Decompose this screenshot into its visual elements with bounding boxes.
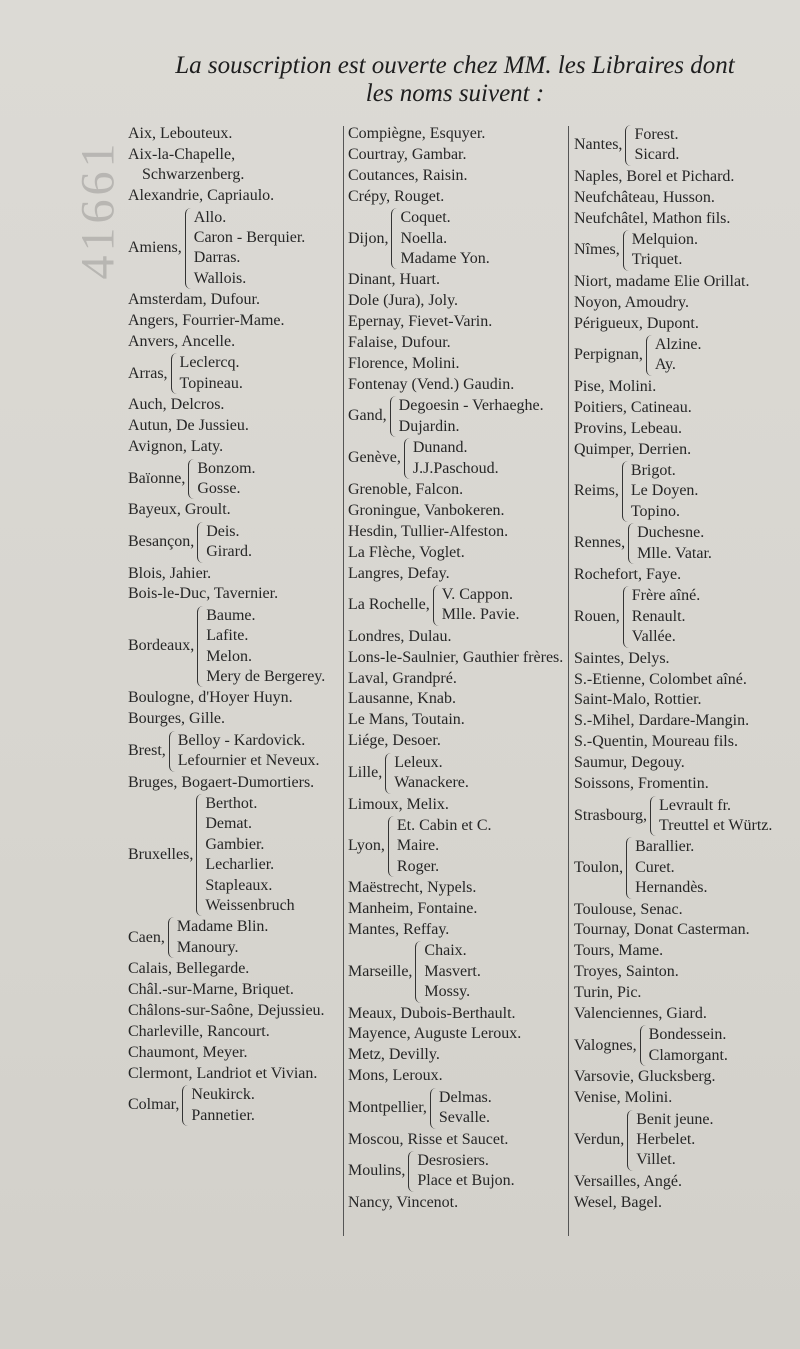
brace-icon	[388, 816, 394, 877]
city-name: Bruxelles,	[128, 846, 194, 864]
bookseller-names	[632, 230, 698, 271]
city-name: Perpignan,	[574, 346, 643, 364]
bookseller-entry: Fontenay (Vend.) Gaudin.	[348, 375, 515, 393]
bookseller-name: Delmas.	[438, 1088, 492, 1106]
bookseller-entry: Chaumont, Meyer.	[128, 1043, 248, 1061]
bookseller-names	[417, 1151, 514, 1192]
bookseller-name: Girard.	[206, 543, 252, 561]
bookseller-name: Melquion.	[631, 231, 698, 249]
bookseller-name: Madame Yon.	[400, 249, 490, 267]
bookseller-name: Mlle. Pavie.	[441, 606, 520, 624]
bookseller-entry: Autun, De Jussieu.	[128, 417, 249, 435]
bookseller-entry: Châl.-sur-Marne, Briquet.	[128, 981, 294, 999]
bookseller-group	[128, 522, 340, 563]
bookseller-name: Noella.	[400, 229, 448, 247]
city-name: Baïonne,	[128, 469, 186, 487]
brace-icon	[623, 230, 629, 271]
city-name: Besançon,	[128, 532, 195, 550]
bookseller-names	[191, 1085, 255, 1126]
column-divider	[343, 126, 344, 1236]
bookseller-entry: Compiègne, Esquyer.	[348, 125, 486, 142]
bookseller-names	[205, 794, 294, 916]
city-name: Colmar,	[128, 1096, 180, 1114]
bookseller-name: Villet.	[636, 1151, 676, 1169]
bookseller-group	[574, 523, 794, 564]
brace-icon	[404, 438, 410, 479]
bookseller-names	[439, 1088, 492, 1129]
bookseller-entry: Auch, Delcros.	[128, 396, 225, 414]
bookseller-name: Hernandès.	[635, 879, 708, 897]
city-name: Lyon,	[348, 837, 385, 855]
bookseller-name: Frère aîné.	[631, 587, 701, 605]
bookseller-entry: Varsovie, Glucksberg.	[574, 1068, 716, 1086]
city-name: Gand,	[348, 407, 387, 425]
bookseller-name: Baume.	[206, 606, 256, 624]
brace-icon	[646, 335, 652, 376]
bookseller-group	[574, 1110, 794, 1171]
brace-icon	[640, 1025, 646, 1066]
bookseller-entry: Neufchâtel, Mathon fils.	[574, 209, 731, 227]
bookseller-entry: Dole (Jura), Joly.	[348, 292, 459, 310]
city-name: La Rochelle,	[348, 596, 430, 614]
bookseller-entry: Liége, Desoer.	[348, 732, 441, 750]
bookseller-name: Barallier.	[635, 838, 695, 856]
bookseller-name: Berthot.	[205, 795, 258, 812]
bookseller-entry: Troyes, Sainton.	[574, 963, 679, 981]
bookseller-entry: Provins, Lebeau.	[574, 419, 682, 437]
bookseller-name: Roger.	[396, 857, 440, 875]
bookseller-name: Leleux.	[394, 753, 443, 771]
bookseller-name: Leclercq.	[179, 354, 240, 372]
brace-icon	[182, 1085, 188, 1126]
bookseller-entry: Aix-la-Chapelle, Schwarzenberg.	[128, 145, 245, 184]
bookseller-name: Gambier.	[205, 835, 265, 853]
bookseller-name: Benit jeune.	[636, 1110, 714, 1128]
bookseller-names	[206, 606, 325, 688]
bookseller-entry: Bois-le-Duc, Tavernier.	[128, 585, 279, 603]
bookseller-name: Lefournier et Neveux.	[177, 752, 320, 770]
brace-icon	[196, 794, 202, 916]
brace-icon	[169, 731, 175, 772]
bookseller-name: Ay.	[654, 356, 676, 374]
city-name: Genève,	[348, 449, 401, 467]
bookseller-name: Renault.	[631, 607, 686, 625]
bookseller-group	[348, 1088, 570, 1129]
bookseller-name: Herbelet.	[636, 1131, 696, 1148]
bookseller-entry: Versailles, Angé.	[574, 1172, 682, 1190]
bookseller-entry: Moscou, Risse et Saucet.	[348, 1130, 509, 1148]
bookseller-name: Allo.	[193, 208, 227, 226]
bookseller-name: Levrault fr.	[659, 796, 732, 814]
bookseller-name: Darras.	[193, 249, 241, 267]
bookseller-group	[574, 125, 794, 166]
bookseller-names	[424, 941, 480, 1002]
bookseller-name: Masvert.	[424, 962, 481, 980]
bookseller-name: Dujardin.	[398, 417, 460, 435]
bookseller-name: Alzine.	[654, 336, 702, 354]
bookseller-entry: Saumur, Degouy.	[574, 754, 685, 772]
city-name: Rennes,	[574, 534, 626, 552]
bookseller-entry: Nancy, Vincenot.	[348, 1193, 459, 1211]
bookseller-entry: Tournay, Donat Casterman.	[574, 921, 750, 939]
bookseller-entry: Angers, Fourrier-Mame.	[128, 312, 285, 330]
city-name: Reims,	[574, 482, 619, 500]
bookseller-names	[399, 396, 544, 437]
bookseller-entry: Neufchâteau, Husson.	[574, 188, 715, 206]
city-name: Arras,	[128, 364, 168, 382]
bookseller-entry: Grenoble, Falcon.	[348, 480, 464, 498]
bookseller-group	[348, 1151, 570, 1192]
bookseller-group	[574, 586, 794, 647]
bookseller-group	[348, 585, 570, 626]
city-name: Nantes,	[574, 136, 623, 154]
bookseller-entry: Courtray, Gambar.	[348, 145, 467, 163]
city-name: Toulon,	[574, 858, 624, 876]
bookseller-names	[631, 461, 699, 522]
bookseller-entry: Naples, Borel et Pichard.	[574, 167, 735, 185]
brace-icon	[433, 585, 439, 626]
bookseller-entry: Wesel, Bagel.	[574, 1193, 663, 1211]
bookseller-name: Curet.	[635, 858, 675, 876]
city-name: Strasbourg,	[574, 806, 648, 824]
bookseller-entry: Châlons-sur-Saône, Dejussieu.	[128, 1002, 325, 1020]
city-name: Amiens,	[128, 239, 182, 257]
bookseller-name: Place et Bujon.	[417, 1172, 515, 1190]
bookseller-entry: Lons-le-Saulnier, Gauthier frères.	[348, 648, 564, 666]
bookseller-entry: Coutances, Raisin.	[348, 166, 468, 184]
bookseller-names	[636, 1110, 713, 1171]
brace-icon	[415, 941, 421, 1002]
bookseller-name: Wanackere.	[394, 774, 469, 792]
bookseller-name: Mery de Bergerey.	[206, 668, 326, 686]
bookseller-name: V. Cappon.	[441, 585, 514, 603]
bookseller-name: Brigot.	[630, 462, 676, 479]
bookseller-entry: Venise, Molini.	[574, 1089, 673, 1107]
bookseller-group	[128, 794, 340, 916]
bookseller-entry: Lausanne, Knab.	[348, 690, 456, 708]
column-3	[574, 124, 794, 1214]
bookseller-name: Topino.	[630, 502, 680, 520]
bookseller-entry: Bourges, Gille.	[128, 710, 226, 728]
bookseller-names	[206, 522, 252, 563]
bookseller-group	[574, 335, 794, 376]
bookseller-group	[574, 461, 794, 522]
heading-line-2: les noms suivent :	[365, 80, 545, 107]
bookseller-entry: Charleville, Rancourt.	[128, 1022, 270, 1040]
city-name: Montpellier,	[348, 1098, 427, 1116]
bookseller-entry: Metz, Devilly.	[348, 1046, 440, 1064]
bookseller-entry: Blois, Jahier.	[128, 564, 212, 582]
bookseller-entry: La Flèche, Voglet.	[348, 543, 465, 561]
brace-icon	[622, 461, 628, 522]
page-heading	[120, 52, 790, 108]
city-name: Brest,	[128, 741, 166, 759]
bookseller-entry: Dinant, Huart.	[348, 271, 440, 289]
brace-icon	[628, 523, 634, 564]
bookseller-entry: Florence, Molini.	[348, 354, 460, 372]
bookseller-name: Belloy - Kardovick.	[177, 731, 306, 749]
bookseller-name: Sicard.	[634, 146, 680, 164]
bookseller-name: Le Doyen.	[630, 482, 699, 500]
bookseller-names	[413, 438, 499, 479]
bookseller-name: Et. Cabin et C.	[396, 816, 492, 834]
bookseller-entry: Bruges, Bogaert-Dumortiers.	[128, 773, 315, 791]
bookseller-entry: Périgueux, Dupont.	[574, 314, 699, 332]
bookseller-group	[128, 917, 340, 958]
brace-icon	[626, 837, 632, 898]
city-name: Lille,	[348, 763, 383, 781]
brace-icon	[171, 353, 177, 394]
column-divider	[568, 126, 569, 1236]
bookseller-name: Demat.	[205, 815, 252, 833]
bookseller-group	[128, 208, 340, 290]
bookseller-group	[574, 796, 794, 837]
bookseller-entry: S.-Etienne, Colombet aîné.	[574, 670, 747, 688]
bookseller-entry: Mons, Leroux.	[348, 1067, 443, 1085]
bookseller-entry: Noyon, Amoudry.	[574, 293, 689, 311]
bookseller-entry: Boulogne, d'Hoyer Huyn.	[128, 689, 293, 707]
bookseller-name: Chaix.	[424, 942, 467, 960]
bookseller-group	[574, 837, 794, 898]
bookseller-name: Weissenbruch	[205, 897, 295, 915]
city-name: Verdun,	[574, 1131, 625, 1148]
bookseller-group	[574, 230, 794, 271]
bookseller-entry: Saint-Malo, Rottier.	[574, 691, 702, 709]
bookseller-entry: Mantes, Reffay.	[348, 920, 450, 938]
bookseller-group	[348, 438, 570, 479]
column-1	[128, 124, 340, 1127]
bookseller-entry: Manheim, Fontaine.	[348, 900, 478, 918]
bookseller-names	[632, 586, 700, 647]
brace-icon	[627, 1110, 633, 1171]
bookseller-entry: Langres, Defay.	[348, 564, 450, 582]
bookseller-entry: Valenciennes, Giard.	[574, 1005, 707, 1023]
column-2	[348, 124, 570, 1214]
bookseller-entry: Crépy, Rouget.	[348, 187, 445, 205]
bookseller-name: Forest.	[634, 126, 679, 143]
bookseller-names	[197, 459, 255, 500]
bookseller-group	[348, 816, 570, 877]
bookseller-group	[574, 1025, 794, 1066]
brace-icon	[625, 125, 631, 166]
bookseller-group	[128, 731, 340, 772]
bookseller-names	[635, 837, 707, 898]
brace-icon	[408, 1151, 414, 1192]
bookseller-group	[348, 753, 570, 794]
bookseller-name: Mossy.	[424, 983, 471, 1001]
bookseller-names	[394, 753, 469, 794]
bookseller-names	[194, 208, 306, 290]
bookseller-entry: S.-Mihel, Dardare-Mangin.	[574, 712, 750, 730]
bookseller-entry: Tours, Mame.	[574, 942, 664, 960]
city-name: Moulins,	[348, 1162, 406, 1180]
brace-icon	[197, 522, 203, 563]
bookseller-entry: Groningue, Vanbokeren.	[348, 501, 505, 519]
brace-icon	[197, 606, 203, 688]
bookseller-entry: Pise, Molini.	[574, 377, 657, 395]
bookseller-group	[128, 606, 340, 688]
bookseller-entry: Poitiers, Catineau.	[574, 398, 692, 416]
bookseller-entry: Niort, madame Elie Orillat.	[574, 272, 750, 290]
brace-icon	[185, 208, 191, 290]
bookseller-names	[178, 731, 320, 772]
bookseller-name: Vallée.	[631, 628, 676, 646]
bookseller-entry: Calais, Bellegarde.	[128, 960, 250, 978]
bookseller-entry: Alexandrie, Capriaulo.	[128, 187, 275, 205]
bookseller-name: Caron - Berquier.	[193, 229, 306, 247]
brace-icon	[168, 917, 174, 958]
brace-icon	[623, 586, 629, 647]
city-name: Marseille,	[348, 962, 413, 980]
bookseller-names	[180, 353, 243, 394]
bookseller-entry: Falaise, Dufour.	[348, 334, 451, 352]
bookseller-entry: Toulouse, Senac.	[574, 900, 683, 918]
brace-icon	[430, 1088, 436, 1129]
bookseller-name: Bonzom.	[197, 459, 256, 477]
bookseller-names	[634, 125, 679, 166]
bookseller-name: Treuttel et Würtz.	[659, 816, 773, 834]
bookseller-entry: Anvers, Ancelle.	[128, 333, 236, 351]
bookseller-name: Stapleaux.	[205, 876, 273, 894]
bookseller-entry: Avignon, Laty.	[128, 438, 224, 456]
bookseller-name: Triquet.	[631, 251, 683, 269]
brace-icon	[188, 459, 194, 500]
bookseller-names	[397, 816, 492, 877]
bookseller-entry: S.-Quentin, Moureau fils.	[574, 733, 738, 751]
bookseller-name: J.J.Paschoud.	[412, 459, 499, 477]
bookseller-entry: Rochefort, Faye.	[574, 566, 682, 584]
bookseller-entry: Clermont, Landriot et Vivian.	[128, 1064, 318, 1082]
brace-icon	[391, 208, 397, 269]
bookseller-entry: Quimper, Derrien.	[574, 440, 692, 458]
bookseller-entry: Mayence, Auguste Leroux.	[348, 1025, 522, 1043]
brace-icon	[385, 753, 391, 794]
bookseller-entry: Le Mans, Toutain.	[348, 711, 465, 729]
city-name: Bordeaux,	[128, 637, 195, 655]
bookseller-entry: Epernay, Fievet-Varin.	[348, 313, 493, 331]
bookseller-group	[128, 1085, 340, 1126]
bookseller-entry: Laval, Grandpré.	[348, 669, 457, 687]
bookseller-entry: Amsterdam, Dufour.	[128, 291, 260, 309]
city-name: Nîmes,	[574, 241, 620, 259]
bookseller-group	[128, 353, 340, 394]
bookseller-entry: Aix, Lebouteux.	[128, 125, 233, 142]
bookseller-name: Mlle. Vatar.	[637, 544, 712, 562]
bookseller-group	[348, 208, 570, 269]
bookseller-name: Duchesne.	[637, 524, 705, 542]
bookseller-group	[128, 459, 340, 500]
bookseller-entry: Meaux, Dubois-Berthault.	[348, 1004, 516, 1022]
bookseller-names	[177, 917, 269, 958]
bookseller-name: Lafite.	[206, 627, 249, 645]
bookseller-names	[659, 796, 772, 837]
bookseller-name: Manoury.	[176, 938, 239, 956]
city-name: Rouen,	[574, 607, 620, 625]
bookseller-name: Sevalle.	[438, 1109, 490, 1127]
bookseller-entry: Saintes, Delys.	[574, 649, 670, 667]
city-name: Valognes,	[574, 1036, 637, 1054]
bookseller-name: Topineau.	[179, 374, 243, 392]
bookseller-name: Dunand.	[412, 439, 468, 457]
bookseller-name: Lecharlier.	[205, 856, 275, 874]
bookseller-entry: Londres, Dulau.	[348, 627, 452, 645]
bookseller-names	[649, 1025, 728, 1066]
bookseller-entry: Turin, Pic.	[574, 984, 642, 1002]
library-stamp: 41661	[71, 139, 125, 280]
bookseller-entry: Bayeux, Groult.	[128, 501, 231, 519]
bookseller-name: Wallois.	[193, 269, 247, 287]
heading-line-1: La souscription est ouverte chez MM. les Libraires dont	[175, 52, 735, 79]
bookseller-group	[348, 941, 570, 1002]
brace-icon	[390, 396, 396, 437]
bookseller-name: Melon.	[206, 647, 252, 665]
bookseller-group	[348, 396, 570, 437]
bookseller-name: Gosse.	[197, 479, 241, 497]
bookseller-name: Clamorgant.	[648, 1046, 728, 1064]
bookseller-name: Degoesin - Verhaeghe.	[398, 397, 544, 415]
bookseller-names	[400, 208, 489, 269]
bookseller-name: Desrosiers.	[417, 1151, 489, 1169]
bookseller-name: Maire.	[396, 837, 440, 855]
bookseller-name: Deis.	[206, 522, 240, 540]
bookseller-entry: Maëstrecht, Nypels.	[348, 879, 477, 897]
bookseller-entry: Soissons, Fromentin.	[574, 775, 709, 793]
city-name: Caen,	[128, 928, 165, 946]
bookseller-entry: Limoux, Melix.	[348, 795, 449, 813]
bookseller-name: Madame Blin.	[176, 918, 269, 936]
bookseller-names	[637, 523, 712, 564]
bookseller-name: Pannetier.	[191, 1106, 255, 1124]
bookseller-names	[655, 335, 702, 376]
brace-icon	[650, 796, 656, 837]
bookseller-name: Bondessein.	[648, 1026, 727, 1044]
bookseller-name: Neukirck.	[191, 1086, 255, 1104]
bookseller-name: Coquet.	[400, 209, 451, 227]
bookseller-names	[442, 585, 520, 626]
bookseller-entry: Hesdin, Tullier-Alfeston.	[348, 522, 509, 540]
city-name: Dijon,	[348, 229, 389, 247]
